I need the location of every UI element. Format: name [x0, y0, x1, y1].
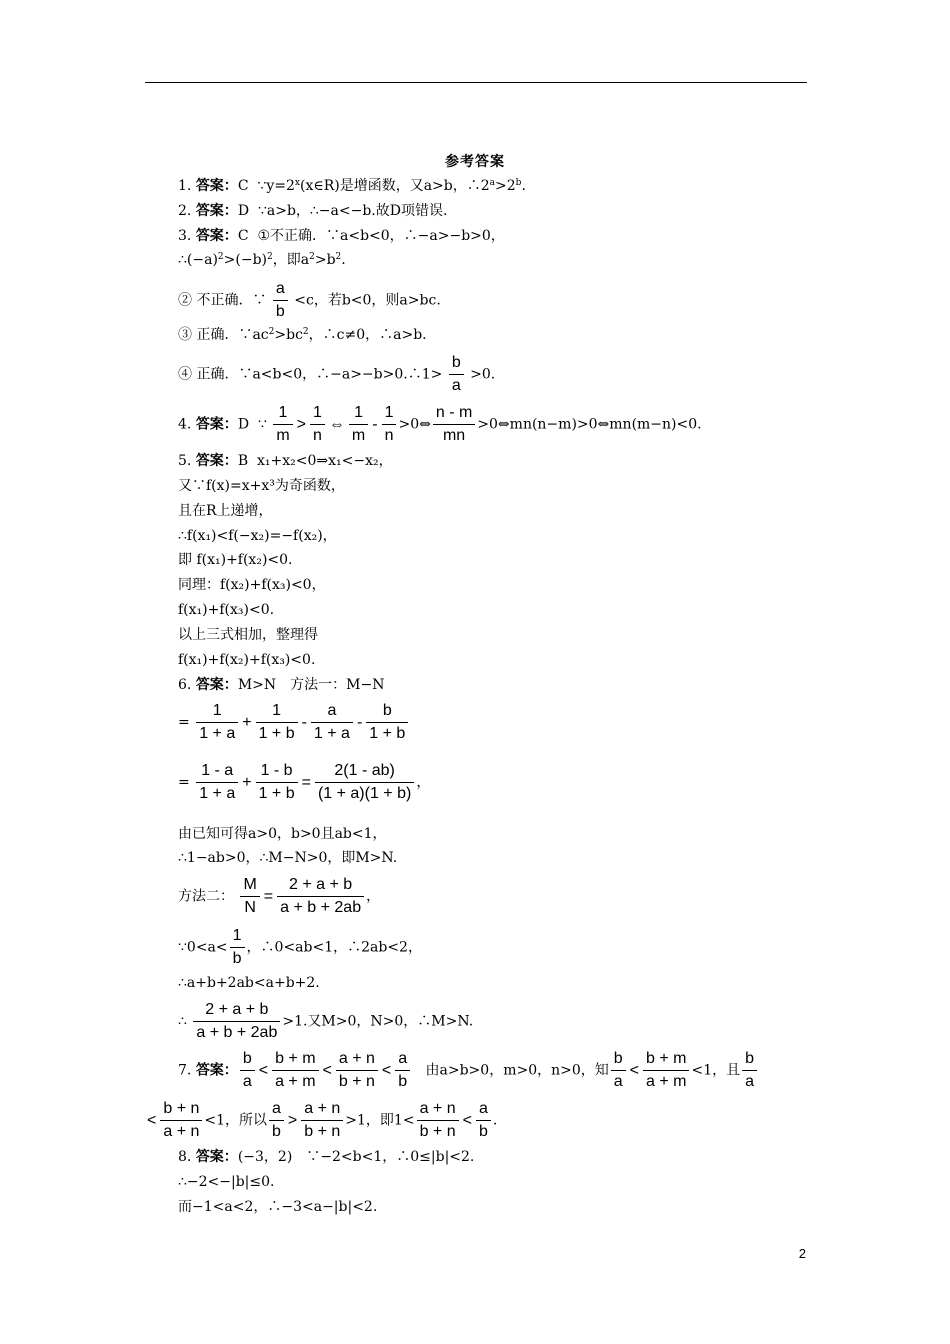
- answer-6-line-2: = $\frac{1}{1 + a}$ + $\frac{1}{1 + b}$ - $\frac{a}{1 + a}$ - $\frac{b}{1 + b}$: [178, 700, 410, 745]
- fraction: $\frac{1 - b}{1 + b}$: [256, 760, 298, 805]
- fraction: $\frac{b + m}{a + m}$: [643, 1048, 689, 1093]
- answer-6: 6. 答案：M>N 方法一：M−N: [178, 677, 385, 693]
- answer-6-line-6: 方法二： $\frac{M}{N}$ = $\frac{2 + a + b}{a + b + 2ab}$ ，: [178, 874, 380, 919]
- answer-3-line-5: ④ 正确．∵a<b<0，∴−a>−b>0.∴1> $\frac{b}{a}$ >0.: [178, 352, 495, 397]
- page-title: 参考答案: [445, 154, 505, 170]
- fraction: $\frac{a + n}{b + n}$: [417, 1098, 459, 1143]
- answer-3-line-4: ③ 正确．$\because ac^2>bc^2$，∴c≠0，∴a>b.: [178, 327, 427, 343]
- fraction: $\frac{a}{b}$: [269, 1098, 284, 1143]
- answer-8: 8. 答案：(−3，2) ∵−2<b<1，∴0≤|b|<2.: [178, 1149, 475, 1165]
- answer-3: 3. 答案：C ①不正确．∵a<b<0，∴−a>−b>0，: [178, 228, 505, 244]
- fraction: $\frac{1}{1 + b}$: [256, 700, 298, 745]
- fraction: $\frac{a + n}{b + n}$: [301, 1098, 343, 1143]
- answer-6-line-9: ∴ $\frac{2 + a + b}{a + b + 2ab}$ >1.又M>0，N>0，∴M>N.: [178, 999, 473, 1044]
- answer-3-line-2: $\therefore(-a)^2>(-b)^2$，即$a^2>b^2$.: [178, 252, 346, 268]
- answer-5-line-6: 同理：f(x₂)+f(x₃)<0，: [178, 577, 326, 593]
- answer-8-line-2: ∴−2<−|b|≤0.: [178, 1174, 275, 1190]
- answer-5-line-8: 以上三式相加，整理得: [178, 627, 318, 643]
- fraction: $\frac{2 + a + b}{a + b + 2ab}$: [277, 874, 364, 919]
- fraction-M-over-N: $\frac{M}{N}$: [240, 874, 259, 919]
- answer-5-line-3: 且在R上递增，: [178, 503, 273, 519]
- fraction: $\frac{1 - a}{1 + a}$: [196, 760, 238, 805]
- answer-5-line-9: f(x₁)+f(x₂)+f(x₃)<0.: [178, 652, 316, 668]
- fraction-a-over-b: $\frac{a}{b}$: [273, 278, 288, 323]
- fraction: $\frac{2 + a + b}{a + b + 2ab}$: [193, 999, 280, 1044]
- fraction-nm-over-mn: $\frac{n - m}{mn}$: [433, 402, 475, 447]
- fraction-b-over-a: $\frac{b}{a}$: [449, 352, 464, 397]
- fraction: $\frac{b}{a}$: [240, 1048, 255, 1093]
- fraction: $\frac{b + n}{a + n}$: [160, 1098, 202, 1143]
- answer-4: 4. 答案：D ∵ $\frac{1}{m}$ > $\frac{1}{n}$ ⇔ $\frac{1}{m}$ - $\frac{1}{n}$ >0⇔ $\frac{n - m}{mn}$ >0⇔mn(n−m)>0⇔mn(m−n)<0.: [178, 402, 702, 447]
- header-rule: [145, 82, 807, 83]
- answer-5: 5. 答案：B x₁+x₂<0⇒x₁<−x₂，: [178, 453, 393, 469]
- fraction-1-over-n: $\frac{1}{n}$: [310, 402, 325, 447]
- answer-8-line-3: 而−1<a<2，∴−3<a−|b|<2.: [178, 1199, 378, 1215]
- answer-6-line-3: = $\frac{1 - a}{1 + a}$ + $\frac{1 - b}{1 + b}$ = $\frac{2(1 - ab)}{(1 + a)(1 + b)}$ ，: [178, 760, 430, 805]
- answer-6-line-5: ∴1−ab>0，∴M−N>0，即M>N.: [178, 850, 398, 866]
- answer-5-line-7: f(x₁)+f(x₃)<0.: [178, 602, 275, 618]
- fraction-1-over-m: $\frac{1}{m}$: [273, 402, 292, 447]
- answer-2: 2. 答案：D ∵a>b，∴−a<−b.故D项错误.: [178, 203, 448, 219]
- fraction-1-over-b: $\frac{1}{b}$: [230, 925, 245, 970]
- fraction: $\frac{a}{1 + a}$: [311, 700, 353, 745]
- fraction: $\frac{b + m}{a + m}$: [272, 1048, 318, 1093]
- fraction: $\frac{a}{b}$: [395, 1048, 410, 1093]
- answer-5-line-5: 即 f(x₁)+f(x₂)<0.: [178, 552, 293, 568]
- answer-1: 1. 答案：C $\because y=2^x(x\in R)$是增函数，又a>b，$\therefore 2^a>2^b$.: [178, 178, 526, 194]
- answer-7: 7. 答案： $\frac{b}{a}$ < $\frac{b + m}{a + m}$ < $\frac{a + n}{b + n}$ < $\frac{a}{b}$ 由a>b>0，m>0，n>0，知 $\frac{b}{a}$ < $\frac{b + m}{a + m}$ <1，且 $\frac{b}{a}$: [178, 1048, 759, 1093]
- fraction: $\frac{b}{1 + b}$: [366, 700, 408, 745]
- answer-6-line-7: ∵0<a< $\frac{1}{b}$ ，∴0<ab<1，∴2ab<2，: [178, 925, 422, 970]
- answer-5-line-2: 又∵f(x)=x+x³为奇函数，: [178, 478, 345, 494]
- answer-5-line-4: ∴f(x₁)<f(−x₂)=−f(x₂)，: [178, 528, 337, 544]
- fraction-1-over-m: $\frac{1}{m}$: [349, 402, 368, 447]
- fraction-1-over-n: $\frac{1}{n}$: [382, 402, 397, 447]
- answer-6-line-4: 由已知可得a>0，b>0且ab<1，: [178, 826, 387, 842]
- page-number: 2: [798, 1246, 806, 1261]
- answer-6-line-8: ∴a+b+2ab<a+b+2.: [178, 975, 320, 991]
- fraction: $\frac{a}{b}$: [476, 1098, 491, 1143]
- fraction: $\frac{b}{a}$: [742, 1048, 757, 1093]
- fraction: $\frac{1}{1 + a}$: [196, 700, 238, 745]
- answer-7-line-2: < $\frac{b + n}{a + n}$ <1，所以 $\frac{a}{b}$ > $\frac{a + n}{b + n}$ >1，即1< $\frac{a + n}{b + n}$ < $\frac{a}{b}$ .: [145, 1098, 497, 1143]
- fraction: $\frac{a + n}{b + n}$: [336, 1048, 378, 1093]
- fraction: $\frac{b}{a}$: [611, 1048, 626, 1093]
- fraction: $\frac{2(1 - ab)}{(1 + a)(1 + b)}$: [315, 760, 414, 805]
- answer-3-line-3: ② 不正确．∵ $\frac{a}{b}$ <c，若b<0，则a>bc.: [178, 278, 441, 323]
